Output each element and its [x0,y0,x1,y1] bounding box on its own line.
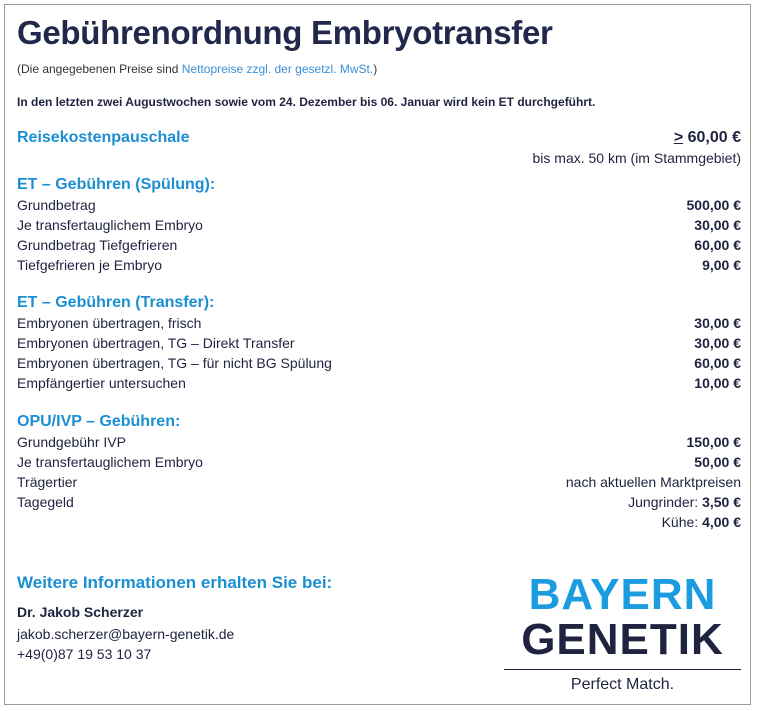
travel-row [17,128,741,148]
travel-note: bis max. 50 km (im Stammgebiet) [532,150,741,166]
fee-label: Embryonen übertragen, TG – Direkt Transfer [17,335,295,351]
fee-prefix: Jungrinder: [628,494,703,510]
info-heading: Weitere Informationen erhalten Sie bei: [17,573,333,592]
travel-section [17,128,741,168]
fee-value [628,492,741,512]
section-et-spuelung [17,175,741,275]
fee-row [17,255,741,275]
bayern-genetik-logo [504,572,741,702]
fee-label: Grundgebühr IVP [17,434,126,450]
fee-value: 30,00 € [694,217,741,233]
travel-note-row [17,148,741,168]
price-note-suffix: ) [373,62,378,76]
contact-phone[interactable]: +49(0)87 19 53 10 37 [17,646,152,662]
fee-amount: 4,00 € [702,514,741,530]
fee-row [17,313,741,333]
fee-label: Embryonen übertragen, frisch [17,315,202,331]
closure-notice: In den letzten zwei Augustwochen sowie vom 24. Dezember bis 06. Januar wird kein ET durchgeführt. [17,95,596,109]
fee-value: 10,00 € [694,375,741,391]
fee-value: nach aktuellen Marktpreisen [565,474,741,490]
fee-value: 30,00 € [694,315,741,331]
section-heading: ET – Gebühren (Spülung): [17,176,216,193]
fee-row [17,472,741,492]
price-note-highlight: Nettopreise zzgl. der gesetzl. MwSt. [181,62,374,76]
fee-value: 150,00 € [686,434,741,450]
fee-value [662,512,741,532]
fee-row [17,215,741,235]
price-note [17,62,377,76]
fee-label: Tiefgefrieren je Embryo [17,257,162,273]
fee-value: 9,00 € [702,257,741,273]
section-heading: ET – Gebühren (Transfer): [17,294,215,311]
fee-label: Je transfertauglichem Embryo [17,454,203,470]
fee-row [17,452,741,472]
fee-label: Tagegeld [17,494,74,510]
fee-value: 60,00 € [694,355,741,371]
contact-email[interactable]: jakob.scherzer@bayern-genetik.de [17,626,235,642]
fee-row [17,373,741,393]
fee-row [17,432,741,452]
fee-row [17,492,741,512]
section-opu-ivp [17,412,741,532]
logo-claim: Perfect Match. [570,676,675,693]
logo-divider [504,669,741,670]
fee-row [17,235,741,255]
fee-value: 30,00 € [694,335,741,351]
contact-name: Dr. Jakob Scherzer [17,604,144,620]
fee-row [17,333,741,353]
travel-price [674,128,741,148]
fee-value: 50,00 € [694,454,741,470]
fee-amount: 3,50 € [702,494,741,510]
fee-row [17,195,741,215]
section-heading: OPU/IVP – Gebühren: [17,413,181,430]
logo-line-2: GENETIK [521,615,724,664]
fee-row [17,353,741,373]
travel-heading: Reisekostenpauschale [17,129,190,146]
greater-equal-symbol: > [673,129,684,146]
fee-prefix: Kühe: [661,514,703,530]
fee-label: Grundbetrag [17,197,96,213]
fee-row [17,512,741,532]
fee-label: Je transfertauglichem Embryo [17,217,203,233]
page-title: Gebührenordnung Embryotransfer [17,14,553,51]
price-note-prefix: (Die angegebenen Preise sind [17,62,182,76]
travel-price-value: 60,00 € [683,129,741,146]
fee-value: 60,00 € [694,237,741,253]
logo-line-1: BAYERN [528,570,717,619]
fee-label: Embryonen übertragen, TG – für nicht BG Spülung [17,355,332,371]
fee-value: 500,00 € [686,197,741,213]
fee-label: Trägertier [17,474,78,490]
section-et-transfer [17,293,741,393]
fee-label: Empfängertier untersuchen [17,375,186,391]
fee-label: Grundbetrag Tiefgefrieren [17,237,178,253]
